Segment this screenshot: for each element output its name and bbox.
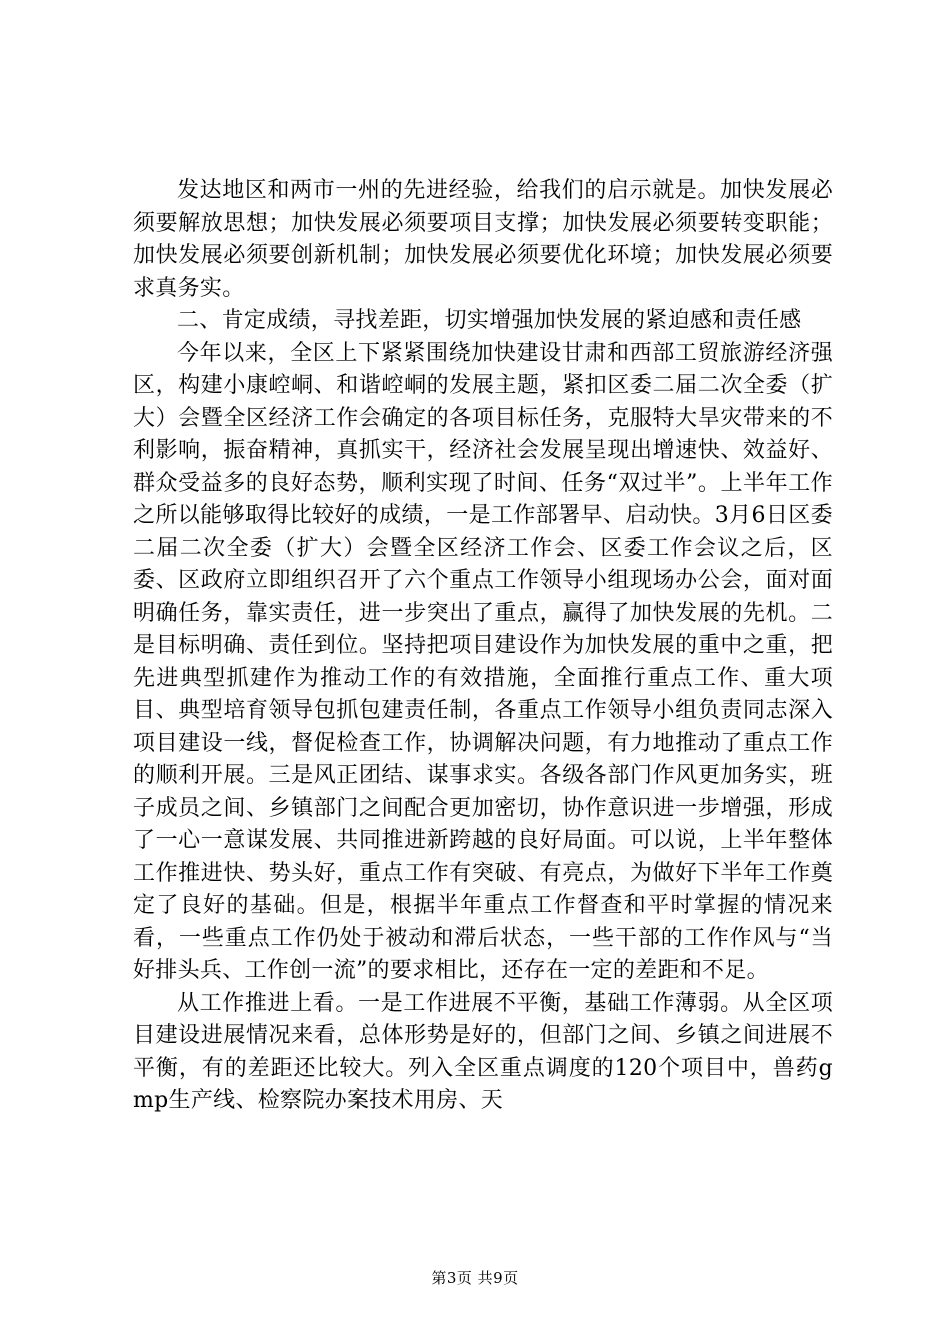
paragraph-progress: 从工作推进上看。一是工作进展不平衡，基础工作薄弱。从全区项目建设进展情况来看，总体形势是好的，但部门之间、乡镇之间进展不平衡，有的差距还比较大。列入全区重点调度的120个项目中，兽药gmp生产线、检察院办案技术用房、天	[133, 990, 833, 1113]
page-footer: 第3页 共9页	[431, 1269, 519, 1287]
body-text	[133, 175, 833, 1118]
paragraph-experience: 发达地区和两市一州的先进经验，给我们的启示就是。加快发展必须要解放思想；加快发展必须要项目支撑；加快发展必须要转变职能；加快发展必须要创新机制；加快发展必须要优化环境；加快发展必须要求真务实。	[133, 178, 833, 301]
paragraph-achievements: 今年以来，全区上下紧紧围绕加快建设甘肃和西部工贸旅游经济强区，构建小康崆峒、和谐崆峒的发展主题，紧扣区委二届二次全委（扩大）会暨全区经济工作会确定的各项目标任务，克服特大旱灾带来的不利影响，振奋精神，真抓实干，经济社会发展呈现出增速快、效益好、群众受益多的良好态势，顺利实现了时间、任务“双过半”。上半年工作之所以能够取得比较好的成绩，一是工作部署早、启动快。3月6日区委二届二次全委（扩大）会暨全区经济工作会、区委工作会议之后，区委、区政府立即组织召开了六个重点工作领导小组现场办公会，面对面明确任务，靠实责任，进一步突出了重点，赢得了加快发展的先机。二是目标明确、责任到位。坚持把项目建设作为加快发展的重中之重，把先进典型抓建作为推动工作的有效措施，全面推行重点工作、重大项目、典型培育领导包抓包建责任制，各重点工作领导小组负责同志深入项目建设一线，督促检查工作，协调解决问题，有力地推动了重点工作的顺利开展。三是风正团结、谋事求实。各级各部门作风更加务实，班子成员之间、乡镇部门之间配合更加密切，协作意识进一步增强，形成了一心一意谋发展、共同推进新跨越的良好局面。可以说，上半年整体工作推进快、势头好，重点工作有突破、有亮点，为做好下半年工作奠定了良好的基础。但是，根据半年重点工作督查和平时掌握的情况来看，一些重点工作仍处于被动和滞后状态，一些干部的工作作风与“当好排头兵、工作创一流”的要求相比，还存在一定的差距和不足。	[133, 340, 833, 983]
section-heading: 二、肯定成绩，寻找差距，切实增强加快发展的紧迫感和责任感	[177, 308, 802, 333]
